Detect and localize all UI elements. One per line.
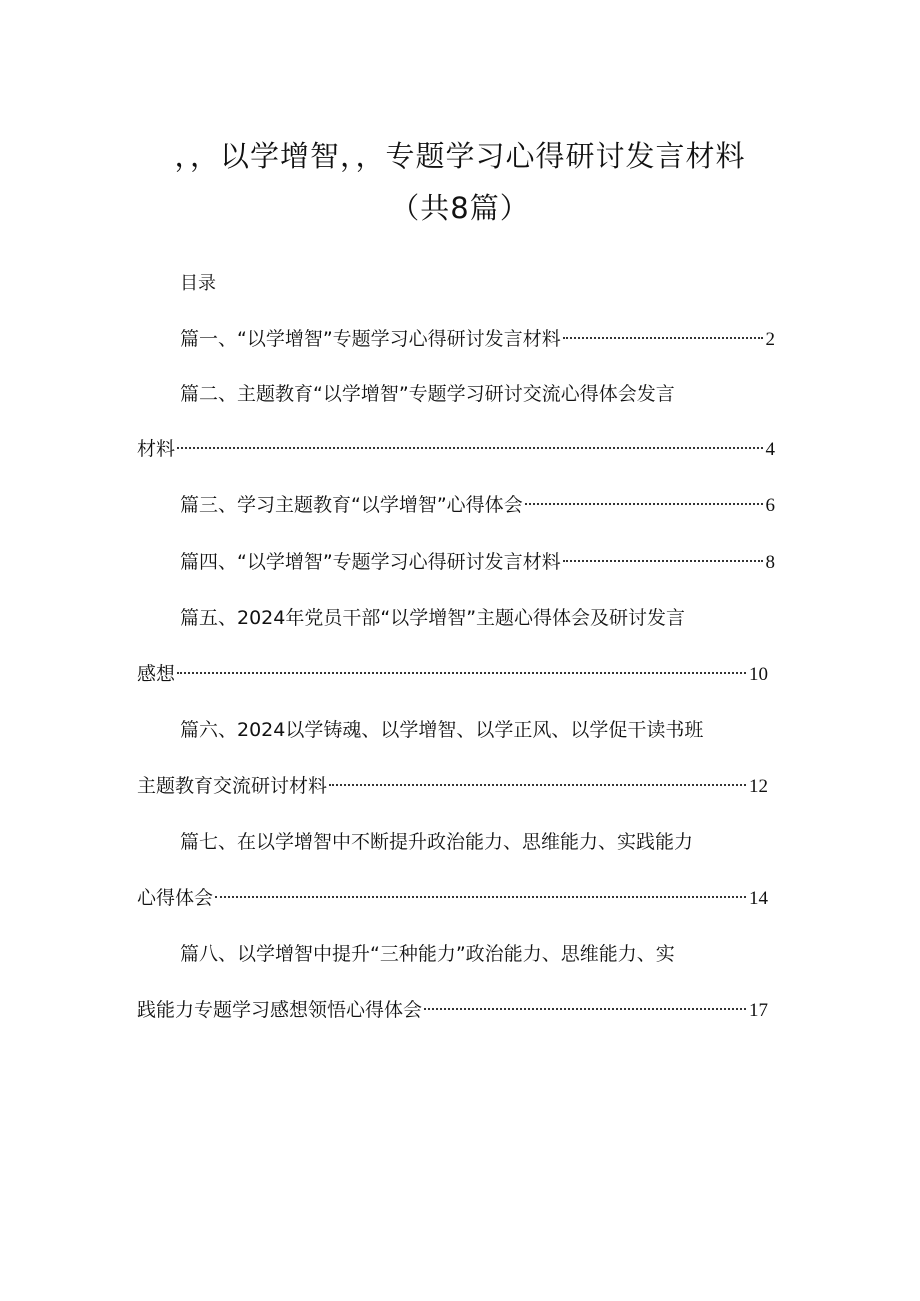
toc-entry-7[interactable] xyxy=(137,883,768,913)
toc-leader-dots xyxy=(563,337,763,339)
toc-entry-5-page: 10 xyxy=(749,664,768,685)
toc-entry-8-page: 17 xyxy=(749,1000,768,1021)
toc-entry-5-line-1[interactable]: 篇五、2024年党员干部“以学增智”主题心得体会及研讨发言 xyxy=(180,607,686,629)
toc-entry-4-page: 8 xyxy=(765,552,775,573)
toc-entry-8-text: 践能力专题学习感想领悟心得体会 xyxy=(137,999,423,1021)
toc-leader-dots xyxy=(215,896,746,898)
toc-leader-dots xyxy=(525,503,763,505)
toc-entry-6-page: 12 xyxy=(749,776,768,797)
toc-entry-3-text: 篇三、学习主题教育“以学增智”心得体会 xyxy=(180,494,523,516)
toc-entry-8-line-1[interactable]: 篇八、以学增智中提升“三种能力”政治能力、思维能力、实 xyxy=(180,943,675,965)
toc-leader-dots xyxy=(563,560,763,562)
document-title-line-2: （共8篇） xyxy=(390,191,530,225)
toc-entry-1[interactable] xyxy=(180,324,775,354)
toc-entry-7-line-1[interactable]: 篇七、在以学增智中不断提升政治能力、思维能力、实践能力 xyxy=(180,831,694,853)
toc-leader-dots xyxy=(329,784,746,786)
toc-leader-dots xyxy=(424,1008,746,1010)
toc-entry-5[interactable] xyxy=(137,659,768,689)
toc-entry-4[interactable] xyxy=(180,547,775,577)
toc-entry-2[interactable] xyxy=(137,434,775,464)
toc-entry-6-text: 主题教育交流研讨材料 xyxy=(137,775,328,797)
toc-entry-7-text: 心得体会 xyxy=(137,887,214,909)
toc-entry-1-page: 2 xyxy=(765,329,775,350)
toc-entry-7-page: 14 xyxy=(749,888,768,909)
toc-entry-3-page: 6 xyxy=(765,495,775,516)
toc-entry-1-text: 篇一、“以学增智”专题学习心得研讨发言材料 xyxy=(180,328,561,350)
toc-entry-2-text: 材料 xyxy=(137,438,176,460)
toc-entry-4-text: 篇四、“以学增智”专题学习心得研讨发言材料 xyxy=(180,551,561,573)
toc-heading: 目录 xyxy=(180,273,216,294)
toc-leader-dots xyxy=(177,447,762,449)
toc-entry-2-line-1[interactable]: 篇二、主题教育“以学增智”专题学习研讨交流心得体会发言 xyxy=(180,383,675,405)
toc-entry-6-line-1[interactable]: 篇六、2024以学铸魂、以学增智、以学正风、以学促干读书班 xyxy=(180,719,704,741)
toc-entry-2-page: 4 xyxy=(765,439,775,460)
toc-entry-6[interactable] xyxy=(137,771,768,801)
document-title-line-1: ，，以学增智，，专题学习心得研讨发言材料 xyxy=(174,139,746,173)
toc-entry-5-text: 感想 xyxy=(137,663,176,685)
toc-entry-3[interactable] xyxy=(180,490,775,520)
toc-entry-8[interactable] xyxy=(137,995,768,1025)
toc-leader-dots xyxy=(177,672,746,674)
